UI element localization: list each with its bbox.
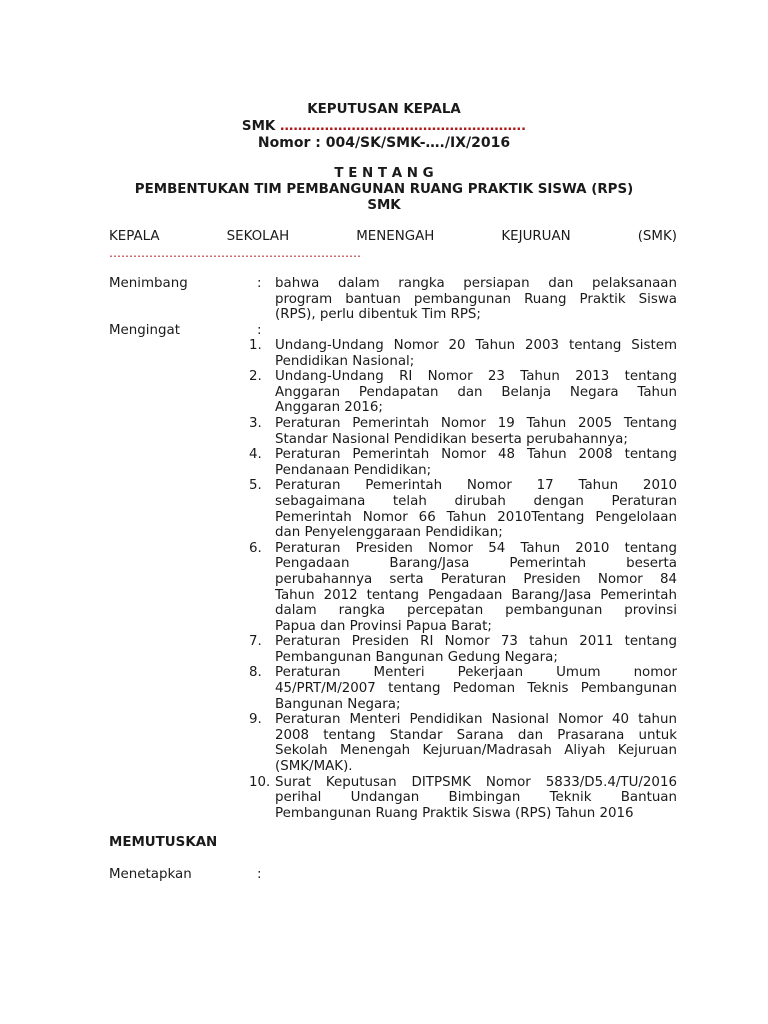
text-line: Standar Nasional Pendidikan beserta perubahannya; [275, 431, 628, 447]
list-item [249, 634, 677, 665]
text-line: dan Penyelenggaraan Pendidikan; [275, 525, 503, 541]
text-line: Undang-Undang RI Nomor 23 Tahun 2013 tentang [275, 369, 677, 385]
text-line: bahwa dalam rangka persiapan dan pelaksanaan [275, 276, 677, 291]
text-line: Anggaran Pendapatan dan Belanja Negara Tahun [275, 384, 677, 400]
list-item [249, 416, 677, 447]
item-text [275, 478, 677, 540]
text-line: program bantuan pembangunan Ruang Praktik Siswa [275, 291, 677, 307]
text-line: 45/PRT/M/2007 tentang Pedoman Teknis Pembangunan [275, 681, 677, 697]
text-line: sebagaimana telah dirubah dengan Peraturan [275, 493, 677, 509]
item-text [275, 369, 677, 416]
text-line: Pendidikan Nasional; [275, 353, 415, 369]
text-line: (SMK/MAK). [275, 759, 353, 775]
item-number: 7. [249, 634, 262, 650]
item-number: 1. [249, 338, 262, 353]
text-line: dalam rangka percepatan pembangunan provinsi [275, 603, 677, 619]
mengingat-list [249, 338, 677, 821]
item-number: 6. [249, 540, 262, 556]
memutuskan-heading: MEMUTUSKAN [109, 835, 218, 850]
mengingat-label: Mengingat [109, 323, 180, 338]
text-line: Peraturan Pemerintah Nomor 48 Tahun 2008 tentang [275, 447, 677, 463]
text-line: perubahannya serta Peraturan Presiden Nomor 84 [275, 571, 677, 587]
menimbang-label: Menimbang [109, 276, 188, 291]
text-line: Peraturan Pemerintah Nomor 17 Tahun 2010 [275, 478, 677, 494]
text-line: perihal Undangan Bimbingan Teknik Bantuan [275, 790, 677, 806]
item-text [275, 541, 677, 635]
menetapkan-label: Menetapkan [109, 867, 192, 882]
item-number: 2. [249, 369, 262, 385]
kepala-dots: ……………………………………………………… [109, 245, 361, 260]
item-text [275, 775, 677, 822]
text-line: Bangunan Negara; [275, 696, 401, 712]
decree-number: Nomor : 004/SK/SMK-…./IX/2016 [257, 135, 511, 151]
item-text [275, 447, 677, 478]
list-item [249, 665, 677, 712]
text-line: Surat Keputusan DITPSMK Nomor 5833/D5.4/TU/2016 [275, 774, 677, 790]
menimbang-colon: : [257, 276, 262, 291]
word: KEPALA [109, 229, 160, 244]
smk-label: SMK [241, 119, 276, 134]
kepala-sekolah-line [109, 229, 677, 261]
text-line: Tahun 2012 tentang Pengadaan Barang/Jasa Pemerintah [275, 587, 677, 603]
subject-heading: PEMBENTUKAN TIM PEMBANGUNAN RUANG PRAKTIK SISWA (RPS) [134, 182, 634, 197]
mengingat-colon: : [257, 323, 262, 338]
text-line: 2008 tentang Standar Sarana dan Prasarana untuk [275, 727, 677, 743]
item-number: 8. [249, 665, 262, 681]
list-item [249, 478, 677, 540]
list-item [249, 541, 677, 635]
item-number: 9. [249, 712, 262, 728]
text-line: Sekolah Menengah Kejuruan/Madrasah Aliyah Kejuruan [275, 743, 677, 759]
list-item [249, 712, 677, 774]
word: MENENGAH [356, 229, 435, 244]
item-text [275, 712, 677, 774]
list-item [249, 447, 677, 478]
item-number: 3. [249, 415, 262, 431]
item-text [275, 338, 677, 369]
text-line: (RPS), perlu dibentuk Tim RPS; [275, 307, 481, 323]
text-line: Peraturan Presiden Nomor 54 Tahun 2010 tentang [275, 540, 677, 556]
word: (SMK) [637, 229, 677, 244]
item-text [275, 416, 677, 447]
menetapkan-colon: : [257, 867, 262, 882]
item-text [275, 634, 677, 665]
tentang-heading: T E N T A N G [334, 166, 434, 181]
menimbang-text [275, 276, 677, 323]
item-number: 10. [249, 774, 271, 790]
text-line: Peraturan Presiden RI Nomor 73 tahun 2011 tentang [275, 634, 677, 650]
list-item [249, 369, 677, 416]
doc-title: KEPUTUSAN KEPALA [307, 102, 461, 117]
text-line: Peraturan Menteri Pekerjaan Umum nomor [275, 665, 677, 681]
word: SEKOLAH [226, 229, 290, 244]
text-line: Pemerintah Nomor 66 Tahun 2010Tentang Pengelolaan [275, 509, 677, 525]
item-number: 4. [249, 447, 262, 463]
list-item [249, 775, 677, 822]
item-text [275, 665, 677, 712]
list-item [249, 338, 677, 369]
text-line: Undang-Undang Nomor 20 Tahun 2003 tentang Sistem [275, 338, 677, 353]
text-line: Pendanaan Pendidikan; [275, 462, 432, 478]
text-line: Peraturan Pemerintah Nomor 19 Tahun 2005 Tentang [275, 415, 677, 431]
smk-name-placeholder: ………………………………………………. [279, 119, 527, 134]
subject-heading-2: SMK [367, 198, 401, 213]
text-line: Pembangunan Bangunan Gedung Negara; [275, 649, 558, 665]
text-line: Anggaran 2016; [275, 400, 383, 416]
item-number: 5. [249, 478, 262, 494]
text-line: Pembangunan Ruang Praktik Siswa (RPS) Tahun 2016 [275, 805, 634, 821]
text-line: Papua dan Provinsi Papua Barat; [275, 618, 492, 634]
smk-line [0, 119, 768, 135]
text-line: Peraturan Menteri Pendidikan Nasional Nomor 40 tahun [275, 712, 677, 728]
text-line: Pengadaan Barang/Jasa Pemerintah beserta [275, 556, 677, 572]
word: KEJURUAN [501, 229, 571, 244]
